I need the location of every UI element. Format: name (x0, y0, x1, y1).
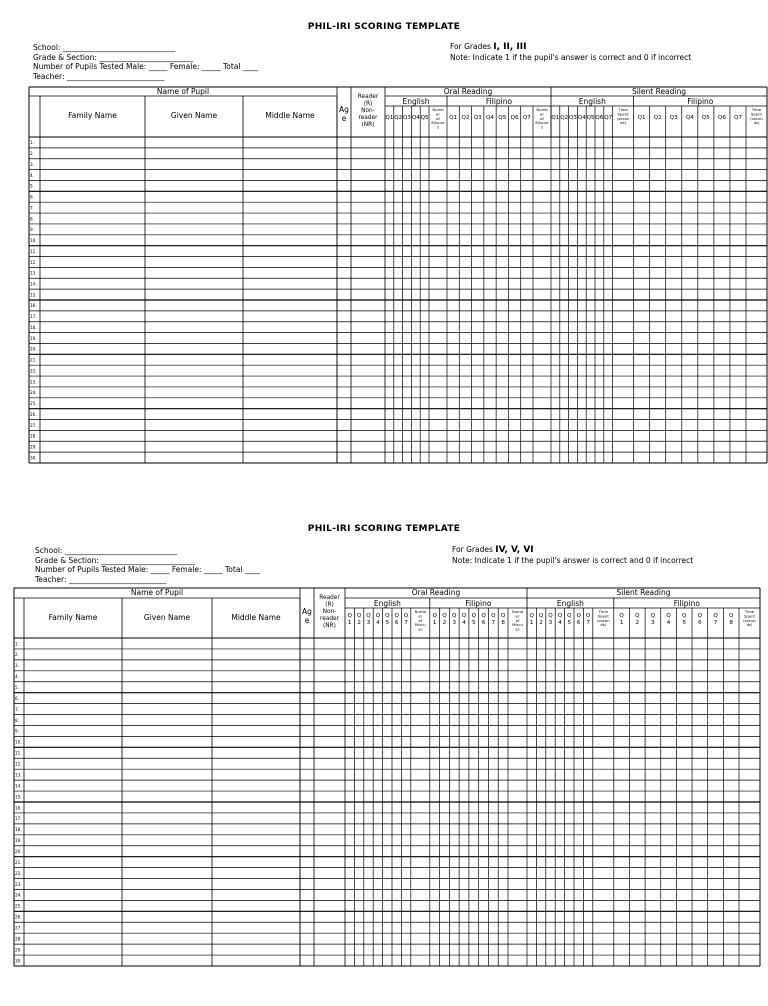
page-title: PHIL-IRI SCORING TEMPLATE (307, 22, 461, 32)
question-header: Q (385, 613, 390, 619)
question-header: Q (697, 613, 703, 619)
question-header: Q (713, 613, 718, 619)
pupils-tested-field[interactable]: Number of Pupils Tested Male: _____ Female: _____ Total ____ (33, 62, 258, 71)
question-header: Q (567, 613, 572, 619)
reader-header: Non- (361, 108, 375, 114)
row-number: 3. (30, 161, 34, 167)
question-header: 3 (651, 620, 655, 626)
pupils-tested-field[interactable]: Number of Pupils Tested Male: _____ Female: _____ Total ____ (35, 565, 260, 574)
row-number: 2. (15, 652, 19, 658)
reader-header: (R) (325, 602, 334, 608)
question-header: 6 (394, 620, 399, 626)
question-header: 2 (357, 620, 361, 626)
row-number: 6. (15, 695, 19, 701)
extra-column-header: s (437, 124, 439, 130)
question-header: 6 (481, 620, 486, 626)
row-number: 1. (15, 641, 19, 647)
question-header: Q1 (449, 115, 458, 121)
row-number: 9. (15, 728, 19, 734)
family-name-header: Family Name (68, 111, 117, 120)
question-header: 5 (385, 620, 390, 626)
extra-column-header: Time (751, 107, 762, 112)
reader-header: Reader (357, 94, 379, 100)
question-header: Q4 (577, 115, 586, 121)
name-of-pupil-header: Name of Pupil (156, 87, 210, 96)
question-header: 4 (462, 620, 466, 626)
name-of-pupil-header: Name of Pupil (130, 588, 184, 597)
question-header: Q (366, 613, 371, 619)
question-header: Q1 (385, 115, 394, 121)
row-number: 2. (30, 151, 34, 157)
age-header: e (304, 616, 310, 625)
teacher-field[interactable]: Teacher: __________________________ (33, 71, 165, 81)
row-number: 19. (15, 838, 22, 844)
question-header: 8 (501, 620, 505, 626)
extra-column-header: Miscu (414, 622, 426, 628)
language-header: English (578, 97, 606, 106)
extra-column-header: (secon (743, 617, 756, 623)
extra-column-header: Spent (750, 111, 763, 117)
row-number: 18. (15, 827, 22, 833)
row-number: 7. (30, 205, 34, 211)
age-header: Ag (302, 607, 312, 616)
oral-reading-header: Oral Reading (411, 588, 461, 597)
row-number: 23. (30, 379, 37, 385)
row-number: 23. (15, 881, 22, 887)
school-field[interactable]: School: ______________________________ (35, 546, 178, 555)
language-header: Filipino (465, 599, 492, 608)
question-header: 7 (491, 620, 496, 626)
row-number: 20. (15, 849, 22, 854)
question-header: 1 (619, 620, 624, 626)
grades-value: I, II, III (493, 42, 527, 52)
question-header: Q (538, 613, 544, 619)
grades-prefix: For Grades (452, 545, 493, 554)
row-number: 16. (30, 303, 37, 309)
question-header: Q3 (403, 115, 411, 121)
question-header: Q1 (551, 115, 560, 121)
extra-column-header: Spent (597, 613, 609, 619)
extra-column-header: er (436, 111, 440, 117)
extra-column-header: Numb (414, 609, 426, 614)
age-header: e (341, 114, 347, 123)
question-header: 2 (442, 620, 447, 626)
extra-column-header: (secon (596, 617, 610, 623)
extra-column-header: Numb (536, 107, 548, 112)
question-header: Q7 (604, 115, 613, 121)
question-header: Q (481, 613, 486, 619)
extra-column-header: of (515, 617, 520, 623)
question-header: Q3 (669, 115, 678, 121)
question-header: 3 (366, 620, 371, 626)
extra-column-header: ds) (600, 622, 607, 628)
language-header: Filipino (687, 97, 714, 106)
extra-column-header: Miscue (535, 120, 549, 126)
question-header: 1 (432, 620, 437, 626)
row-number: 8. (30, 216, 34, 222)
row-number: 15. (30, 292, 37, 298)
row-number: 9. (30, 227, 34, 233)
reader-header: reader (358, 115, 378, 121)
question-header: Q7 (522, 115, 531, 121)
extra-column-header: ds) (753, 120, 760, 126)
row-number: 17. (30, 314, 37, 320)
reader-header: Non- (322, 609, 337, 615)
question-header: Q (347, 613, 352, 619)
row-number: 26. (15, 914, 22, 920)
row-number: 25. (30, 401, 37, 407)
extra-column-header: Miscu (512, 622, 523, 628)
question-header: Q (375, 613, 381, 619)
middle-name-header: Middle Name (231, 613, 281, 622)
question-header: Q (403, 613, 409, 619)
row-number: 7. (15, 706, 19, 712)
question-header: Q (576, 613, 581, 619)
row-number: 13. (30, 270, 37, 276)
question-header: Q (394, 613, 399, 619)
question-header: Q1 (637, 115, 646, 121)
row-number: 11. (30, 248, 37, 254)
page-title: PHIL-IRI SCORING TEMPLATE (307, 524, 461, 534)
school-field[interactable]: School: ______________________________ (33, 43, 176, 52)
grades-value: IV, V, VI (495, 545, 534, 555)
question-header: Q (682, 613, 687, 619)
row-number: 3. (15, 663, 19, 669)
row-number: 11. (15, 750, 22, 756)
silent-reading-header: Silent Reading (616, 588, 671, 597)
row-number: 14. (30, 281, 37, 287)
row-number: 5. (30, 183, 34, 189)
row-number: 29. (30, 444, 37, 450)
question-header: Q (548, 613, 553, 619)
question-header: Q5 (586, 115, 595, 121)
question-header: Q (635, 613, 640, 619)
question-header: Q2 (394, 115, 403, 121)
extra-column-header: ds) (746, 622, 753, 628)
question-header: Q (728, 613, 734, 619)
question-header: Q5 (420, 115, 429, 121)
question-header: Q2 (653, 115, 662, 121)
question-header: 3 (452, 620, 457, 626)
row-number: 17. (15, 816, 22, 822)
language-header: English (402, 97, 430, 106)
question-header: Q4 (685, 115, 694, 121)
question-header: 7 (713, 620, 718, 626)
scoring-note: Note: Indicate 1 if the pupil's answer is correct and 0 if incorrect (450, 52, 692, 62)
row-number: 22. (30, 368, 37, 374)
question-header: Q (500, 613, 506, 619)
extra-column-header: of (418, 617, 423, 623)
reader-header: (NR) (323, 623, 336, 629)
extra-column-header: (secon (616, 115, 630, 121)
question-header: Q2 (461, 115, 470, 121)
question-header: Q3 (473, 115, 482, 121)
extra-column-header: er (515, 613, 520, 619)
row-number: 10. (15, 739, 22, 745)
grade-section-field[interactable]: Grade & Section: _________________________ (35, 555, 196, 565)
extra-column-header: Time (618, 107, 628, 112)
question-header: 5 (682, 620, 687, 626)
given-name-header: Given Name (143, 613, 191, 622)
row-number: 15. (15, 794, 22, 800)
question-header: 2 (539, 620, 543, 626)
reader-header: reader (319, 616, 340, 622)
question-header: Q5 (498, 115, 507, 121)
question-header: 4 (558, 620, 562, 626)
extra-column-header: of (436, 115, 440, 121)
row-number: 24. (15, 892, 22, 898)
question-header: Q (452, 613, 457, 619)
extra-column-header: Time (744, 609, 755, 614)
reader-header: (NR) (361, 122, 375, 128)
row-number: 21. (30, 357, 37, 363)
extra-column-header: (secon (750, 115, 763, 121)
question-header: 7 (404, 620, 408, 626)
teacher-field[interactable]: Teacher: __________________________ (35, 574, 167, 584)
question-header: Q4 (486, 115, 494, 121)
row-number: 28. (15, 936, 22, 942)
row-number: 27. (15, 925, 22, 931)
grade-section-field[interactable]: Grade & Section: _________________________ (33, 52, 194, 62)
question-header: Q (585, 613, 591, 619)
question-header: Q (650, 613, 656, 619)
row-number: 12. (30, 259, 37, 265)
language-header: English (373, 599, 401, 608)
question-header: 2 (635, 620, 640, 626)
extra-column-header: er (540, 111, 544, 117)
row-number: 28. (30, 433, 37, 439)
question-header: Q (491, 613, 496, 619)
extra-column-header: of (540, 115, 544, 121)
row-number: 6. (30, 194, 34, 200)
row-number: 8. (15, 717, 19, 723)
row-number: 20. (30, 346, 37, 352)
question-header: 5 (472, 620, 476, 626)
row-number: 21. (15, 859, 22, 865)
question-header: Q (471, 613, 476, 619)
question-header: Q4 (411, 115, 420, 121)
question-header: 5 (567, 620, 572, 626)
question-header: Q3 (569, 115, 577, 121)
row-number: 12. (15, 761, 22, 767)
row-number: 25. (15, 903, 22, 909)
row-number: 18. (30, 324, 37, 330)
extra-column-header: Numb (511, 609, 524, 614)
extra-column-header: Numb (432, 107, 444, 112)
question-header: 8 (729, 620, 733, 626)
row-number: 1. (30, 140, 34, 146)
given-name-header: Given Name (170, 111, 218, 120)
scoring-note: Note: Indicate 1 if the pupil's answer is correct and 0 if incorrect (452, 555, 694, 565)
silent-reading-header: Silent Reading (631, 87, 687, 96)
oral-reading-header: Oral Reading (443, 87, 493, 96)
question-header: Q (666, 613, 671, 619)
row-number: 4. (15, 674, 19, 680)
row-number: 22. (15, 870, 22, 876)
row-number: 10. (30, 238, 37, 244)
grade-info (452, 545, 693, 565)
row-number: 29. (15, 947, 22, 953)
row-number: 27. (30, 422, 37, 428)
extra-column-header: s (541, 124, 543, 130)
question-header: Q (529, 613, 534, 619)
row-number: 30. (15, 958, 22, 964)
extra-column-header: Miscue (431, 120, 445, 126)
language-header: Filipino (485, 97, 513, 106)
family-name-header: Family Name (48, 613, 98, 622)
question-header: Q (442, 613, 447, 619)
form-header-fields (35, 546, 260, 584)
row-number: 19. (30, 335, 37, 341)
question-header: Q7 (733, 115, 742, 121)
question-header: Q (461, 613, 467, 619)
row-number: 14. (15, 783, 22, 789)
extra-column-header: Spent (617, 111, 629, 117)
row-number: 26. (30, 411, 37, 417)
extra-column-header: Time (598, 609, 608, 614)
row-number: 13. (15, 772, 22, 778)
question-header: Q (557, 613, 563, 619)
question-header: Q (432, 613, 437, 619)
row-number: 24. (30, 390, 37, 396)
question-header: Q6 (510, 115, 519, 121)
question-header: 6 (698, 620, 702, 626)
middle-name-header: Middle Name (265, 111, 315, 120)
age-header: Ag (339, 105, 349, 114)
question-header: 6 (576, 620, 581, 626)
extra-column-header: er (418, 613, 423, 619)
question-header: Q (619, 613, 624, 619)
extra-column-header: ds) (620, 120, 627, 126)
row-number: 5. (15, 685, 19, 690)
question-header: 1 (347, 620, 352, 626)
row-number: 4. (30, 172, 34, 178)
language-header: Filipino (673, 599, 701, 608)
question-header: 4 (666, 620, 671, 626)
row-number: 30. (30, 455, 37, 461)
question-header: Q5 (701, 115, 710, 121)
extra-column-header: es (515, 626, 520, 632)
question-header: Q6 (717, 115, 726, 121)
question-header: 7 (586, 620, 590, 626)
extra-column-header: Spent (743, 613, 756, 619)
extra-column-header: es (418, 626, 423, 632)
question-header: 4 (376, 620, 380, 626)
question-header: 3 (548, 620, 553, 626)
grades-prefix: For Grades (450, 42, 491, 51)
question-header: 1 (529, 620, 534, 626)
question-header: Q6 (595, 115, 604, 121)
language-header: English (556, 599, 584, 608)
reader-header: Reader (319, 595, 340, 601)
question-header: Q2 (560, 115, 569, 121)
row-number: 16. (15, 805, 22, 811)
reader-header: (R) (363, 101, 373, 107)
question-header: Q (356, 613, 362, 619)
